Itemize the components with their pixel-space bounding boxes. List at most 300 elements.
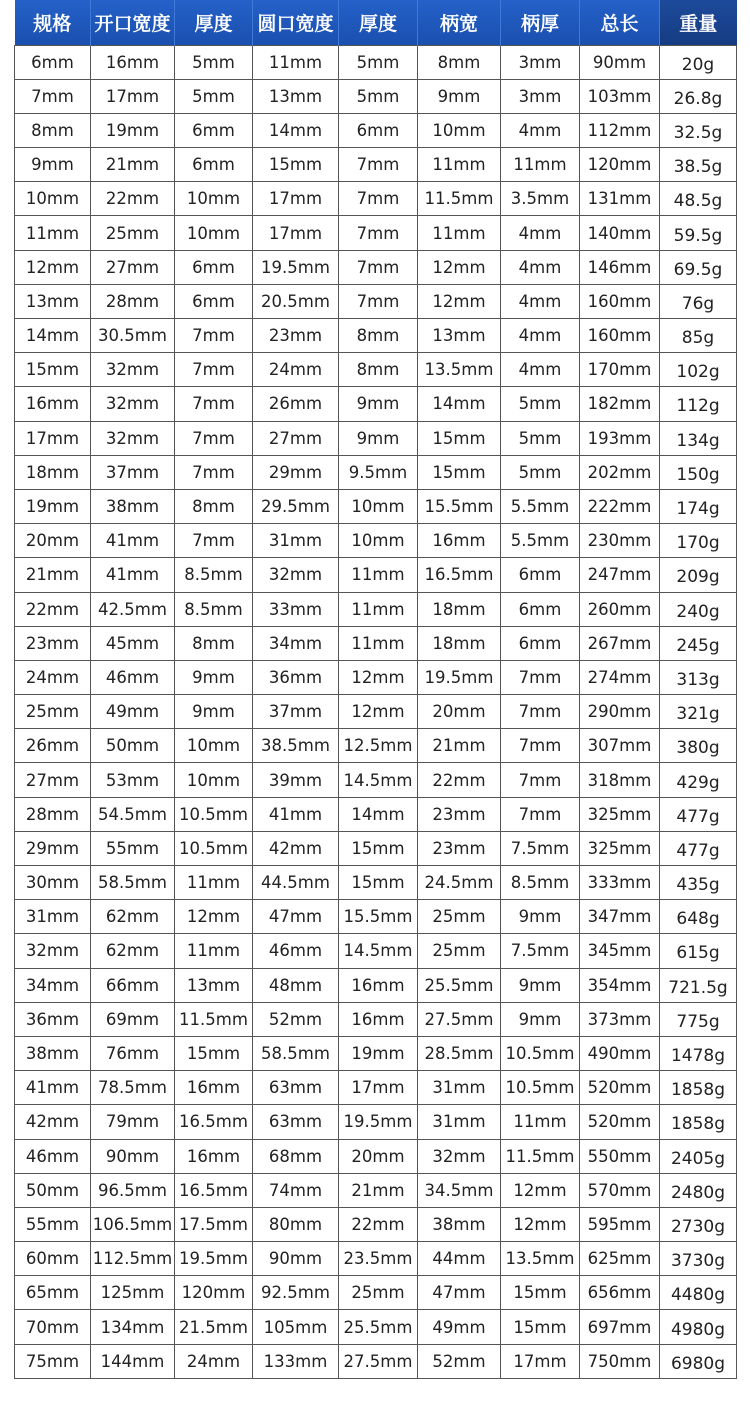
cell-total-length: 595mm — [580, 1207, 660, 1241]
col-header-handle-width: 柄宽 — [418, 0, 501, 45]
cell-ring-thickness: 6mm — [339, 113, 418, 147]
cell-open-width: 30.5mm — [91, 319, 175, 353]
table-row — [15, 900, 737, 934]
cell-ring-width: 133mm — [253, 1344, 339, 1378]
cell-thickness: 10mm — [175, 182, 253, 216]
cell-open-width: 49mm — [91, 695, 175, 729]
cell-open-width: 144mm — [91, 1344, 175, 1378]
cell-ring-thickness: 25.5mm — [339, 1310, 418, 1344]
cell-ring-thickness: 22mm — [339, 1207, 418, 1241]
cell-ring-width: 32mm — [253, 558, 339, 592]
cell-weight: 615g — [660, 934, 737, 968]
cell-ring-width: 24mm — [253, 353, 339, 387]
cell-spec: 21mm — [15, 558, 91, 592]
cell-open-width: 79mm — [91, 1105, 175, 1139]
cell-open-width: 53mm — [91, 763, 175, 797]
table-row — [15, 831, 737, 865]
cell-ring-width: 63mm — [253, 1071, 339, 1105]
cell-spec: 70mm — [15, 1310, 91, 1344]
cell-weight: 2480g — [660, 1173, 737, 1207]
cell-ring-width: 20.5mm — [253, 284, 339, 318]
cell-handle-thickness: 7mm — [501, 763, 580, 797]
cell-ring-width: 19.5mm — [253, 250, 339, 284]
table-row — [15, 660, 737, 694]
table-row — [15, 489, 737, 523]
cell-ring-thickness: 14.5mm — [339, 763, 418, 797]
cell-handle-width: 12mm — [418, 250, 501, 284]
cell-ring-width: 23mm — [253, 319, 339, 353]
cell-handle-thickness: 15mm — [501, 1310, 580, 1344]
cell-thickness: 10.5mm — [175, 797, 253, 831]
cell-weight: 3730g — [660, 1242, 737, 1276]
cell-ring-width: 105mm — [253, 1310, 339, 1344]
col-header-ring-thickness: 厚度 — [339, 0, 418, 45]
cell-total-length: 247mm — [580, 558, 660, 592]
cell-total-length: 570mm — [580, 1173, 660, 1207]
cell-handle-width: 27.5mm — [418, 1002, 501, 1036]
cell-ring-thickness: 16mm — [339, 1002, 418, 1036]
cell-total-length: 354mm — [580, 968, 660, 1002]
cell-spec: 19mm — [15, 489, 91, 523]
cell-thickness: 16mm — [175, 1071, 253, 1105]
cell-open-width: 32mm — [91, 353, 175, 387]
cell-handle-thickness: 8.5mm — [501, 866, 580, 900]
cell-total-length: 202mm — [580, 455, 660, 489]
cell-weight: 6980g — [660, 1344, 737, 1378]
table-row — [15, 729, 737, 763]
cell-spec: 14mm — [15, 319, 91, 353]
cell-weight: 477g — [660, 797, 737, 831]
cell-spec: 60mm — [15, 1242, 91, 1276]
cell-ring-thickness: 10mm — [339, 524, 418, 558]
cell-handle-thickness: 5mm — [501, 387, 580, 421]
cell-open-width: 46mm — [91, 660, 175, 694]
cell-ring-thickness: 9mm — [339, 421, 418, 455]
cell-spec: 17mm — [15, 421, 91, 455]
table-row — [15, 934, 737, 968]
cell-total-length: 520mm — [580, 1105, 660, 1139]
cell-total-length: 260mm — [580, 592, 660, 626]
cell-weight: 721.5g — [660, 968, 737, 1002]
cell-weight: 20g — [660, 45, 737, 79]
table-row — [15, 763, 737, 797]
cell-spec: 18mm — [15, 455, 91, 489]
cell-handle-thickness: 17mm — [501, 1344, 580, 1378]
cell-ring-width: 27mm — [253, 421, 339, 455]
cell-weight: 2405g — [660, 1139, 737, 1173]
cell-ring-width: 31mm — [253, 524, 339, 558]
cell-thickness: 11.5mm — [175, 1002, 253, 1036]
cell-handle-thickness: 12mm — [501, 1173, 580, 1207]
cell-weight: 174g — [660, 489, 737, 523]
cell-ring-thickness: 9.5mm — [339, 455, 418, 489]
cell-handle-width: 15.5mm — [418, 489, 501, 523]
cell-open-width: 27mm — [91, 250, 175, 284]
cell-thickness: 7mm — [175, 455, 253, 489]
cell-thickness: 7mm — [175, 524, 253, 558]
cell-handle-width: 13.5mm — [418, 353, 501, 387]
cell-thickness: 15mm — [175, 1036, 253, 1070]
cell-thickness: 6mm — [175, 148, 253, 182]
cell-open-width: 28mm — [91, 284, 175, 318]
cell-thickness: 11mm — [175, 866, 253, 900]
cell-spec: 12mm — [15, 250, 91, 284]
cell-total-length: 373mm — [580, 1002, 660, 1036]
cell-ring-thickness: 25mm — [339, 1276, 418, 1310]
table-row — [15, 113, 737, 147]
cell-ring-width: 13mm — [253, 79, 339, 113]
cell-spec: 13mm — [15, 284, 91, 318]
cell-weight: 2730g — [660, 1207, 737, 1241]
cell-spec: 8mm — [15, 113, 91, 147]
cell-thickness: 10mm — [175, 729, 253, 763]
cell-total-length: 550mm — [580, 1139, 660, 1173]
cell-ring-thickness: 16mm — [339, 968, 418, 1002]
cell-handle-width: 23mm — [418, 797, 501, 831]
cell-open-width: 19mm — [91, 113, 175, 147]
cell-spec: 6mm — [15, 45, 91, 79]
cell-handle-thickness: 3mm — [501, 45, 580, 79]
cell-handle-thickness: 7mm — [501, 729, 580, 763]
cell-thickness: 10.5mm — [175, 831, 253, 865]
table-row — [15, 1173, 737, 1207]
table-row — [15, 1310, 737, 1344]
cell-ring-thickness: 8mm — [339, 353, 418, 387]
cell-weight: 69.5g — [660, 250, 737, 284]
cell-weight: 32.5g — [660, 113, 737, 147]
cell-weight: 245g — [660, 626, 737, 660]
cell-total-length: 318mm — [580, 763, 660, 797]
cell-handle-width: 28.5mm — [418, 1036, 501, 1070]
cell-thickness: 12mm — [175, 900, 253, 934]
cell-thickness: 6mm — [175, 284, 253, 318]
cell-ring-width: 92.5mm — [253, 1276, 339, 1310]
cell-weight: 1478g — [660, 1036, 737, 1070]
cell-handle-width: 13mm — [418, 319, 501, 353]
cell-ring-width: 36mm — [253, 660, 339, 694]
cell-ring-width: 90mm — [253, 1242, 339, 1276]
cell-total-length: 697mm — [580, 1310, 660, 1344]
cell-spec: 25mm — [15, 695, 91, 729]
cell-ring-width: 46mm — [253, 934, 339, 968]
cell-open-width: 66mm — [91, 968, 175, 1002]
cell-weight: 380g — [660, 729, 737, 763]
cell-thickness: 21.5mm — [175, 1310, 253, 1344]
cell-thickness: 9mm — [175, 660, 253, 694]
cell-handle-width: 18mm — [418, 592, 501, 626]
cell-handle-width: 25mm — [418, 900, 501, 934]
cell-handle-width: 21mm — [418, 729, 501, 763]
cell-open-width: 58.5mm — [91, 866, 175, 900]
cell-handle-thickness: 15mm — [501, 1276, 580, 1310]
cell-spec: 11mm — [15, 216, 91, 250]
col-header-total-length: 总长 — [580, 0, 660, 45]
cell-weight: 1858g — [660, 1105, 737, 1139]
cell-spec: 27mm — [15, 763, 91, 797]
cell-open-width: 76mm — [91, 1036, 175, 1070]
table-row — [15, 182, 737, 216]
col-header-handle-thickness: 柄厚 — [501, 0, 580, 45]
cell-ring-width: 34mm — [253, 626, 339, 660]
cell-total-length: 230mm — [580, 524, 660, 558]
table-row — [15, 284, 737, 318]
cell-open-width: 112.5mm — [91, 1242, 175, 1276]
cell-handle-width: 15mm — [418, 455, 501, 489]
cell-spec: 16mm — [15, 387, 91, 421]
table-row — [15, 1071, 737, 1105]
cell-thickness: 8mm — [175, 489, 253, 523]
cell-handle-width: 18mm — [418, 626, 501, 660]
cell-total-length: 222mm — [580, 489, 660, 523]
cell-thickness: 7mm — [175, 387, 253, 421]
cell-thickness: 16.5mm — [175, 1173, 253, 1207]
cell-open-width: 106.5mm — [91, 1207, 175, 1241]
cell-handle-width: 25mm — [418, 934, 501, 968]
col-header-ring-width: 圆口宽度 — [253, 0, 339, 45]
cell-ring-thickness: 10mm — [339, 489, 418, 523]
cell-handle-width: 11mm — [418, 148, 501, 182]
cell-total-length: 656mm — [580, 1276, 660, 1310]
cell-spec: 32mm — [15, 934, 91, 968]
cell-total-length: 490mm — [580, 1036, 660, 1070]
cell-weight: 112g — [660, 387, 737, 421]
cell-open-width: 62mm — [91, 900, 175, 934]
table-row — [15, 387, 737, 421]
cell-ring-width: 33mm — [253, 592, 339, 626]
cell-open-width: 16mm — [91, 45, 175, 79]
cell-thickness: 8mm — [175, 626, 253, 660]
col-header-weight: 重量 — [660, 0, 737, 45]
cell-thickness: 5mm — [175, 45, 253, 79]
cell-weight: 85g — [660, 319, 737, 353]
cell-handle-width: 9mm — [418, 79, 501, 113]
cell-thickness: 7mm — [175, 319, 253, 353]
cell-handle-width: 11.5mm — [418, 182, 501, 216]
cell-handle-thickness: 7mm — [501, 797, 580, 831]
spec-table-header — [15, 0, 737, 45]
cell-handle-thickness: 5.5mm — [501, 489, 580, 523]
cell-ring-thickness: 14mm — [339, 797, 418, 831]
cell-handle-thickness: 13.5mm — [501, 1242, 580, 1276]
cell-ring-width: 74mm — [253, 1173, 339, 1207]
col-header-spec: 规格 — [15, 0, 91, 45]
cell-total-length: 160mm — [580, 284, 660, 318]
cell-weight: 170g — [660, 524, 737, 558]
cell-handle-thickness: 7.5mm — [501, 934, 580, 968]
cell-weight: 648g — [660, 900, 737, 934]
cell-total-length: 120mm — [580, 148, 660, 182]
cell-ring-thickness: 27.5mm — [339, 1344, 418, 1378]
cell-handle-thickness: 9mm — [501, 900, 580, 934]
cell-weight: 321g — [660, 695, 737, 729]
cell-handle-width: 34.5mm — [418, 1173, 501, 1207]
cell-handle-width: 24.5mm — [418, 866, 501, 900]
table-row — [15, 45, 737, 79]
cell-ring-thickness: 20mm — [339, 1139, 418, 1173]
cell-ring-thickness: 11mm — [339, 558, 418, 592]
table-row — [15, 626, 737, 660]
cell-ring-thickness: 21mm — [339, 1173, 418, 1207]
cell-spec: 7mm — [15, 79, 91, 113]
cell-open-width: 37mm — [91, 455, 175, 489]
cell-thickness: 10mm — [175, 763, 253, 797]
cell-ring-width: 38.5mm — [253, 729, 339, 763]
cell-ring-width: 26mm — [253, 387, 339, 421]
cell-ring-thickness: 19mm — [339, 1036, 418, 1070]
cell-handle-thickness: 4mm — [501, 353, 580, 387]
cell-weight: 435g — [660, 866, 737, 900]
cell-open-width: 54.5mm — [91, 797, 175, 831]
cell-open-width: 21mm — [91, 148, 175, 182]
cell-handle-thickness: 5.5mm — [501, 524, 580, 558]
cell-spec: 23mm — [15, 626, 91, 660]
cell-open-width: 41mm — [91, 524, 175, 558]
cell-spec: 50mm — [15, 1173, 91, 1207]
cell-spec: 10mm — [15, 182, 91, 216]
cell-spec: 31mm — [15, 900, 91, 934]
table-row — [15, 1036, 737, 1070]
spec-table — [14, 0, 737, 1379]
table-row — [15, 866, 737, 900]
cell-weight: 477g — [660, 831, 737, 865]
cell-spec: 28mm — [15, 797, 91, 831]
cell-weight: 38.5g — [660, 148, 737, 182]
cell-ring-width: 29.5mm — [253, 489, 339, 523]
cell-ring-width: 47mm — [253, 900, 339, 934]
cell-thickness: 8.5mm — [175, 558, 253, 592]
cell-handle-width: 44mm — [418, 1242, 501, 1276]
cell-open-width: 17mm — [91, 79, 175, 113]
cell-ring-width: 58.5mm — [253, 1036, 339, 1070]
cell-ring-thickness: 7mm — [339, 182, 418, 216]
table-row — [15, 250, 737, 284]
cell-handle-thickness: 5mm — [501, 455, 580, 489]
cell-handle-width: 14mm — [418, 387, 501, 421]
table-row — [15, 421, 737, 455]
cell-ring-width: 39mm — [253, 763, 339, 797]
cell-ring-width: 17mm — [253, 182, 339, 216]
cell-open-width: 25mm — [91, 216, 175, 250]
cell-thickness: 13mm — [175, 968, 253, 1002]
cell-weight: 134g — [660, 421, 737, 455]
cell-weight: 4480g — [660, 1276, 737, 1310]
cell-thickness: 6mm — [175, 250, 253, 284]
cell-open-width: 90mm — [91, 1139, 175, 1173]
cell-weight: 76g — [660, 284, 737, 318]
cell-ring-width: 15mm — [253, 148, 339, 182]
cell-weight: 48.5g — [660, 182, 737, 216]
cell-total-length: 347mm — [580, 900, 660, 934]
cell-thickness: 7mm — [175, 353, 253, 387]
cell-spec: 34mm — [15, 968, 91, 1002]
cell-spec: 55mm — [15, 1207, 91, 1241]
cell-open-width: 45mm — [91, 626, 175, 660]
cell-ring-thickness: 14.5mm — [339, 934, 418, 968]
cell-total-length: 160mm — [580, 319, 660, 353]
cell-open-width: 38mm — [91, 489, 175, 523]
table-row — [15, 695, 737, 729]
cell-open-width: 134mm — [91, 1310, 175, 1344]
cell-handle-width: 16.5mm — [418, 558, 501, 592]
cell-thickness: 16.5mm — [175, 1105, 253, 1139]
cell-total-length: 307mm — [580, 729, 660, 763]
cell-handle-thickness: 7.5mm — [501, 831, 580, 865]
cell-total-length: 267mm — [580, 626, 660, 660]
cell-total-length: 520mm — [580, 1071, 660, 1105]
cell-handle-thickness: 11mm — [501, 1105, 580, 1139]
cell-total-length: 182mm — [580, 387, 660, 421]
cell-ring-width: 41mm — [253, 797, 339, 831]
cell-handle-thickness: 4mm — [501, 284, 580, 318]
cell-handle-width: 19.5mm — [418, 660, 501, 694]
cell-handle-width: 15mm — [418, 421, 501, 455]
cell-spec: 24mm — [15, 660, 91, 694]
table-row — [15, 524, 737, 558]
cell-open-width: 62mm — [91, 934, 175, 968]
cell-spec: 41mm — [15, 1071, 91, 1105]
cell-ring-width: 44.5mm — [253, 866, 339, 900]
col-header-open-width: 开口宽度 — [91, 0, 175, 45]
cell-ring-thickness: 11mm — [339, 626, 418, 660]
cell-thickness: 6mm — [175, 113, 253, 147]
cell-handle-width: 25.5mm — [418, 968, 501, 1002]
cell-handle-width: 32mm — [418, 1139, 501, 1173]
cell-handle-width: 23mm — [418, 831, 501, 865]
cell-total-length: 625mm — [580, 1242, 660, 1276]
cell-weight: 150g — [660, 455, 737, 489]
cell-spec: 30mm — [15, 866, 91, 900]
cell-ring-width: 17mm — [253, 216, 339, 250]
table-row — [15, 1276, 737, 1310]
cell-thickness: 9mm — [175, 695, 253, 729]
cell-thickness: 17.5mm — [175, 1207, 253, 1241]
cell-ring-thickness: 15mm — [339, 866, 418, 900]
cell-handle-width: 10mm — [418, 113, 501, 147]
cell-ring-thickness: 12.5mm — [339, 729, 418, 763]
cell-total-length: 146mm — [580, 250, 660, 284]
cell-total-length: 170mm — [580, 353, 660, 387]
cell-total-length: 140mm — [580, 216, 660, 250]
cell-spec: 20mm — [15, 524, 91, 558]
cell-spec: 36mm — [15, 1002, 91, 1036]
cell-ring-thickness: 11mm — [339, 592, 418, 626]
cell-open-width: 32mm — [91, 421, 175, 455]
cell-handle-thickness: 5mm — [501, 421, 580, 455]
table-row — [15, 148, 737, 182]
cell-ring-thickness: 8mm — [339, 319, 418, 353]
cell-total-length: 345mm — [580, 934, 660, 968]
cell-handle-thickness: 10.5mm — [501, 1036, 580, 1070]
cell-ring-thickness: 7mm — [339, 284, 418, 318]
table-row — [15, 319, 737, 353]
table-row — [15, 353, 737, 387]
cell-ring-width: 48mm — [253, 968, 339, 1002]
cell-open-width: 32mm — [91, 387, 175, 421]
table-row — [15, 558, 737, 592]
cell-thickness: 5mm — [175, 79, 253, 113]
table-row — [15, 1344, 737, 1378]
cell-ring-width: 37mm — [253, 695, 339, 729]
cell-weight: 209g — [660, 558, 737, 592]
cell-handle-thickness: 7mm — [501, 695, 580, 729]
cell-spec: 46mm — [15, 1139, 91, 1173]
cell-total-length: 193mm — [580, 421, 660, 455]
cell-ring-thickness: 23.5mm — [339, 1242, 418, 1276]
cell-spec: 29mm — [15, 831, 91, 865]
cell-ring-width: 68mm — [253, 1139, 339, 1173]
cell-total-length: 325mm — [580, 831, 660, 865]
cell-ring-thickness: 9mm — [339, 387, 418, 421]
